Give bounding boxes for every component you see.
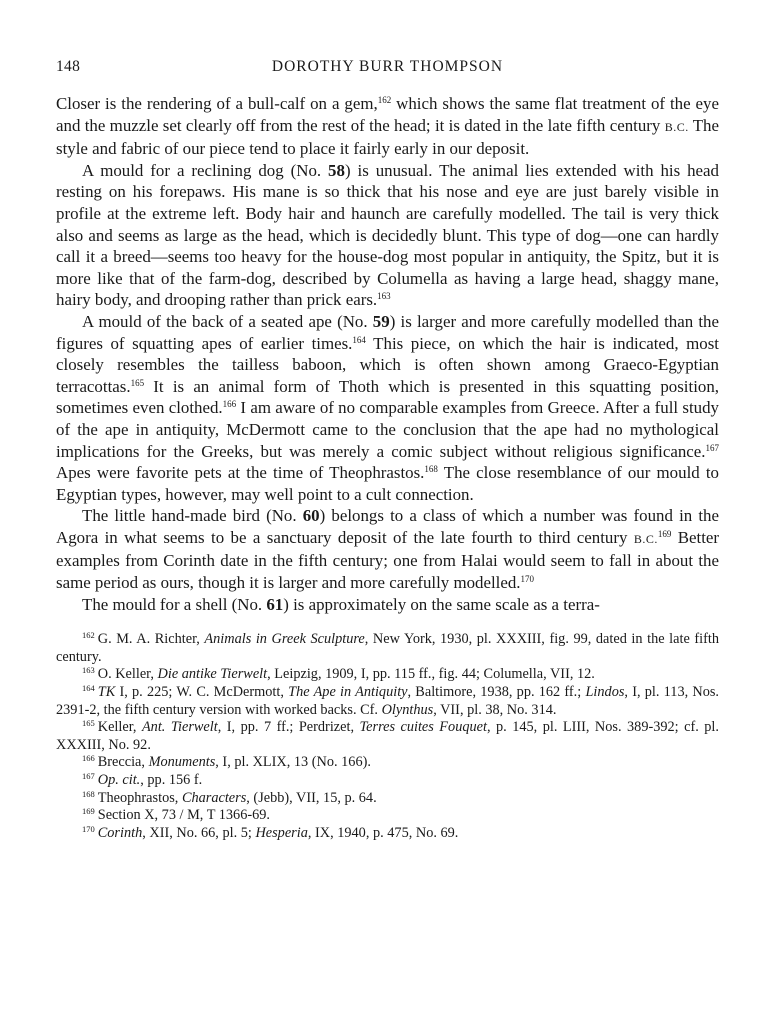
footnote-ref-166: 166 <box>222 399 237 410</box>
catalogue-number-59: 59 <box>372 311 390 331</box>
footnote-162: $^{162}$ G. M. A. Richter, Animals in Greek Sculpture, New York, 1930, pl. XXXIII, fig. 99, dated in the late fifth century. <box>56 630 719 665</box>
footnote-ref-162: 162 <box>377 95 392 105</box>
footnote-ref-170: 170 <box>520 574 535 585</box>
footnote-164: $^{164}$ TK I, p. 225; W. C. McDermott, The Ape in Antiquity, Baltimore, 1938, pp. 162 ff.; Lindos, I, pl. 113, Nos. 2391-2, the fifth century version with worked backs. Cf. Olynthus, VII, pl. 38, No. 314. <box>56 683 719 718</box>
footnotes <box>56 631 719 842</box>
catalogue-number-61: 61 <box>266 594 284 614</box>
footnote-ref-163: 163 <box>377 291 391 302</box>
paragraph-bird: The little hand-made bird (No. 60) belongs to a class of which a number was found in the Agora in what seems to be a sanctuary deposit of the late fourth to third century B.C.$^{169}$ Better examples from Corinth date in the fifth century; one from Halai would seem to fall in about the same period as ours, though it is larger and more carefully modelled.$^{170}$ <box>56 506 720 593</box>
footnote-169: $^{169}$ Section Χ, 73 / M, T 1366-69. <box>82 806 270 824</box>
paragraph-dog-mould: A mould for a reclining dog (No. 58) is unusual. The animal lies extended with his head resting on his forepaws. His mane is so thick that his nose and eye are just barely visible in profile at the extreme left. Body hair and haunch are carefully modelled. The tail is very thick also and seems as large as the head, which is decidedly blunt. This type of dog—one can hardly call it a breed—seems too heavy for the house-dog most popular in antiquity, the Spitz, but it is more like that of the farm-dog, described by Columella as having a large head, shaggy mane, hairy body, and drooping rather than prick ears.$^{163}$ <box>56 160 719 310</box>
catalogue-number-60: 60 <box>302 506 320 526</box>
footnote-ref-167: 167 <box>705 442 719 453</box>
page-header <box>56 58 719 82</box>
footnote-ref-164: 164 <box>352 334 366 345</box>
paragraph-shell-mould: The mould for a shell (No. 61) is approximately on the same scale as a terra- <box>82 594 600 614</box>
footnote-170: $^{170}$ Corinth, XII, No. 66, pl. 5; Hesperia, IX, 1940, p. 475, No. 69. <box>82 823 459 841</box>
footnote-163: $^{163}$ O. Keller, Die antike Tierwelt, Leipzig, 1909, I, pp. 115 ff., fig. 44; Columella, VII, 12. <box>82 665 595 683</box>
footnote-ref-165: 165 <box>130 377 145 388</box>
footnote-ref-169: 169 <box>657 528 672 539</box>
catalogue-number-58: 58 <box>328 160 345 180</box>
page-number: 148 <box>56 58 81 75</box>
footnote-165: $^{165}$ Keller, Ant. Tierwelt, I, pp. 7 ff.; Perdrizet, Terres cuites Fouquet, p. 145, pl. LIII, Nos. 389-392; cf. pl. XXXIII, No. 92. <box>56 718 719 753</box>
footnote-ref-168: 168 <box>424 464 438 475</box>
paragraph-ape-mould: A mould of the back of a seated ape (No. 59) is larger and more carefully modelled than the figures of squatting apes of earlier times.$^{164}$ This piece, on which the hair is indicated, most closely resembles the tailless baboon, which is often shown among Graeco-Egyptian terracottas.$^{165}$ It is an animal form of Thoth which is presented in this squatting position, sometimes even clothed.$^{166}$ I am aware of no comparable examples from Greece. After a full study of the ape in antiquity, McDermott came to the conclusion that the ape had no mythological implications for the Greeks, but was merely a comic subject without religious significance.$^{167}$ Apes were favorite pets at the time of Theophrastos.$^{168}$ The close resemblance of our mould to Egyptian types, however, may well point to a cult connection. <box>56 311 720 504</box>
body-text <box>56 93 719 615</box>
running-head: DOROTHY BURR THOMPSON <box>271 58 504 75</box>
footnote-167: $^{167}$ Op. cit., pp. 156 f. <box>82 771 203 788</box>
footnote-166: $^{166}$ Breccia, Monuments, I, pl. XLIX, 13 (No. 166). <box>82 753 371 771</box>
footnote-168: $^{168}$ Theophrastos, Characters, (Jebb), VII, 15, p. 64. <box>82 788 377 806</box>
paragraph-bull-calf: Closer is the rendering of a bull-calf on a gem,$^{162}$ which shows the same flat treatment of the eye and the muzzle set clearly off from the rest of the head; it is dated in the late fifth century B.C. The style and fabric of our piece tend to place it fairly early in our deposit. <box>56 94 719 159</box>
